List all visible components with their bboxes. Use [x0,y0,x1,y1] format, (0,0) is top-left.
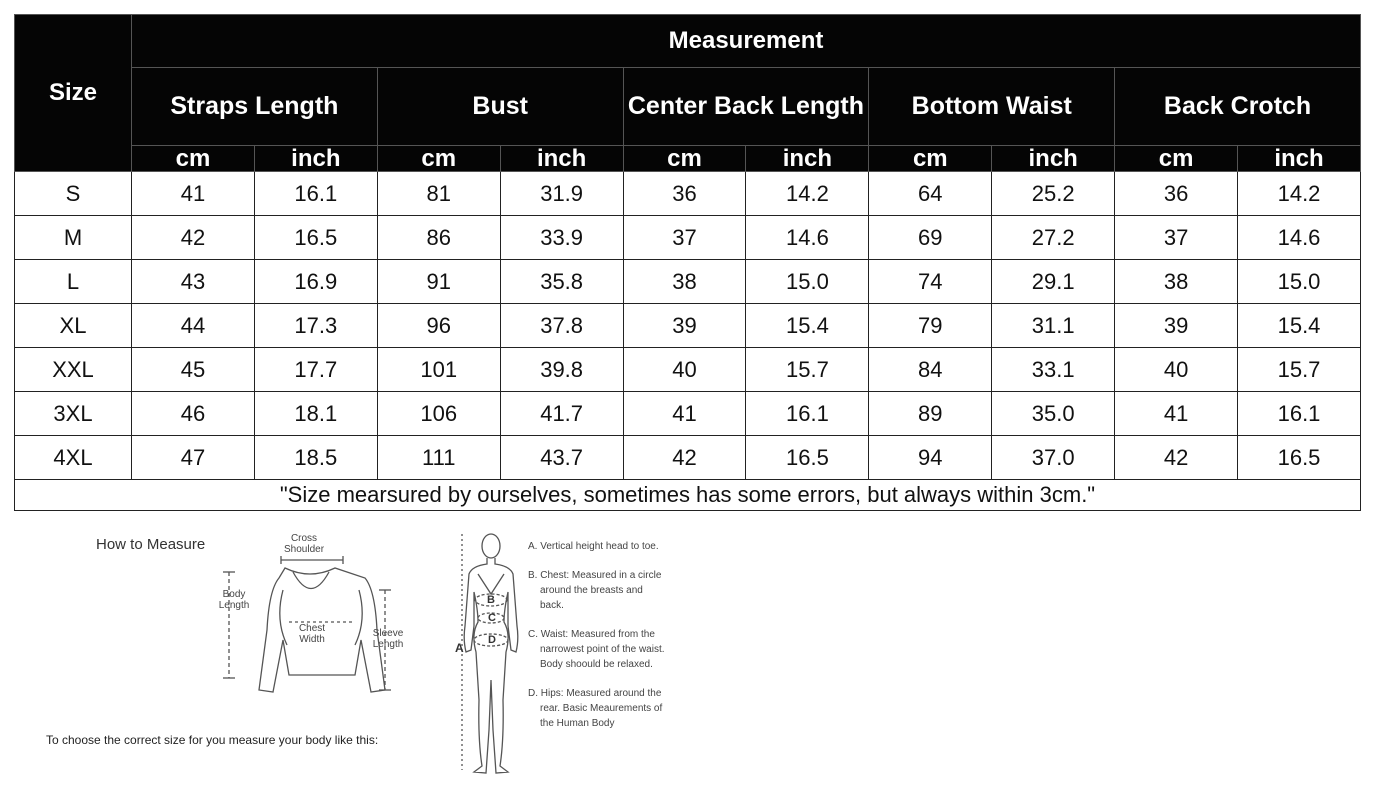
note-row [15,480,1361,511]
cross-shoulder-label: Cross Shoulder [284,533,325,555]
value-cell: 37 [1115,216,1238,260]
size-cell: XXL [15,348,132,392]
unit-header-inch: inch [1238,146,1361,172]
unit-header-inch: inch [254,146,377,172]
value-cell: 33.9 [500,216,623,260]
figure-label-c: C [488,612,496,624]
unit-header-cm: cm [132,146,255,172]
body-length-label: Body Length [218,589,250,611]
value-cell: 91 [377,260,500,304]
value-cell: 84 [869,348,992,392]
value-cell: 44 [132,304,255,348]
value-cell: 18.1 [254,392,377,436]
table-row [15,260,1361,304]
value-cell: 14.2 [746,172,869,216]
value-cell: 39 [623,304,746,348]
unit-header-inch: inch [500,146,623,172]
value-cell: 15.4 [746,304,869,348]
value-cell: 101 [377,348,500,392]
size-cell: L [15,260,132,304]
figure-label-d: D [488,634,496,646]
value-cell: 43.7 [500,436,623,480]
unit-header-cm: cm [623,146,746,172]
figure-label-a: A [455,641,464,655]
category-header: Center Back Length [623,68,869,146]
value-cell: 43 [132,260,255,304]
value-cell: 36 [623,172,746,216]
value-cell: 106 [377,392,500,436]
value-cell: 96 [377,304,500,348]
figure-label-b: B [487,594,495,606]
value-cell: 37.0 [992,436,1115,480]
value-cell: 111 [377,436,500,480]
value-cell: 15.0 [746,260,869,304]
header-row-measurement [15,15,1361,68]
value-cell: 89 [869,392,992,436]
size-chart-table [14,14,1361,511]
value-cell: 14.6 [1238,216,1361,260]
value-cell: 46 [132,392,255,436]
value-cell: 37 [623,216,746,260]
table-row [15,172,1361,216]
value-cell: 16.1 [746,392,869,436]
value-cell: 16.5 [254,216,377,260]
unit-header-cm: cm [377,146,500,172]
size-chart-body [15,15,1361,511]
value-cell: 47 [132,436,255,480]
size-cell: M [15,216,132,260]
value-cell: 35.0 [992,392,1115,436]
value-cell: 29.1 [992,260,1115,304]
measure-instruction: To choose the correct size for you measure your body like this: [46,733,379,747]
value-cell: 42 [623,436,746,480]
value-cell: 16.9 [254,260,377,304]
header-row-categories [15,68,1361,146]
category-header: Straps Length [132,68,378,146]
measurement-header: Measurement [132,15,1361,68]
value-cell: 42 [132,216,255,260]
unit-header-inch: inch [992,146,1115,172]
value-cell: 16.1 [254,172,377,216]
value-cell: 41 [623,392,746,436]
value-cell: 33.1 [992,348,1115,392]
measurement-note: "Size mearsured by ourselves, sometimes has some errors, but always within 3cm." [15,480,1361,511]
value-cell: 41 [132,172,255,216]
size-cell: 4XL [15,436,132,480]
value-cell: 25.2 [992,172,1115,216]
size-cell: 3XL [15,392,132,436]
legend-item-d: D. Hips: Measured around the rear. Basic Meaurements of the Human Body [528,688,663,729]
value-cell: 86 [377,216,500,260]
value-cell: 38 [623,260,746,304]
value-cell: 14.2 [1238,172,1361,216]
value-cell: 15.7 [1238,348,1361,392]
value-cell: 36 [1115,172,1238,216]
table-row [15,392,1361,436]
size-cell: XL [15,304,132,348]
value-cell: 31.1 [992,304,1115,348]
legend-item-b: B. Chest: Measured in a circle around the breasts and back. [528,570,662,611]
value-cell: 64 [869,172,992,216]
table-row [15,436,1361,480]
value-cell: 14.6 [746,216,869,260]
value-cell: 45 [132,348,255,392]
size-header: Size [15,15,132,172]
value-cell: 16.5 [1238,436,1361,480]
value-cell: 15.4 [1238,304,1361,348]
value-cell: 17.3 [254,304,377,348]
value-cell: 39.8 [500,348,623,392]
value-cell: 40 [623,348,746,392]
value-cell: 16.5 [746,436,869,480]
legend-item-c: C. Waist: Measured from the narrowest point of the waist. Body shoould be relaxed. [528,629,665,670]
value-cell: 69 [869,216,992,260]
size-cell: S [15,172,132,216]
value-cell: 74 [869,260,992,304]
value-cell: 15.7 [746,348,869,392]
sleeve-length-label: Sleeve Length [372,628,404,650]
value-cell: 31.9 [500,172,623,216]
value-cell: 40 [1115,348,1238,392]
measurement-legend [528,539,668,745]
category-header: Bust [377,68,623,146]
unit-header-cm: cm [1115,146,1238,172]
value-cell: 94 [869,436,992,480]
table-row [15,304,1361,348]
shirt-diagram-icon [215,550,415,710]
value-cell: 15.0 [1238,260,1361,304]
chest-width-label: Chest Width [298,623,326,645]
value-cell: 42 [1115,436,1238,480]
value-cell: 39 [1115,304,1238,348]
legend-item-a: A. Vertical height head to toe. [528,541,659,552]
unit-header-cm: cm [869,146,992,172]
value-cell: 38 [1115,260,1238,304]
how-to-measure-title: How to Measure [96,536,206,553]
value-cell: 18.5 [254,436,377,480]
unit-header-inch: inch [746,146,869,172]
value-cell: 35.8 [500,260,623,304]
value-cell: 79 [869,304,992,348]
value-cell: 41.7 [500,392,623,436]
value-cell: 41 [1115,392,1238,436]
category-header: Bottom Waist [869,68,1115,146]
value-cell: 81 [377,172,500,216]
table-row [15,216,1361,260]
header-row-units [15,146,1361,172]
category-header: Back Crotch [1115,68,1361,146]
value-cell: 27.2 [992,216,1115,260]
value-cell: 37.8 [500,304,623,348]
value-cell: 16.1 [1238,392,1361,436]
value-cell: 17.7 [254,348,377,392]
table-row [15,348,1361,392]
